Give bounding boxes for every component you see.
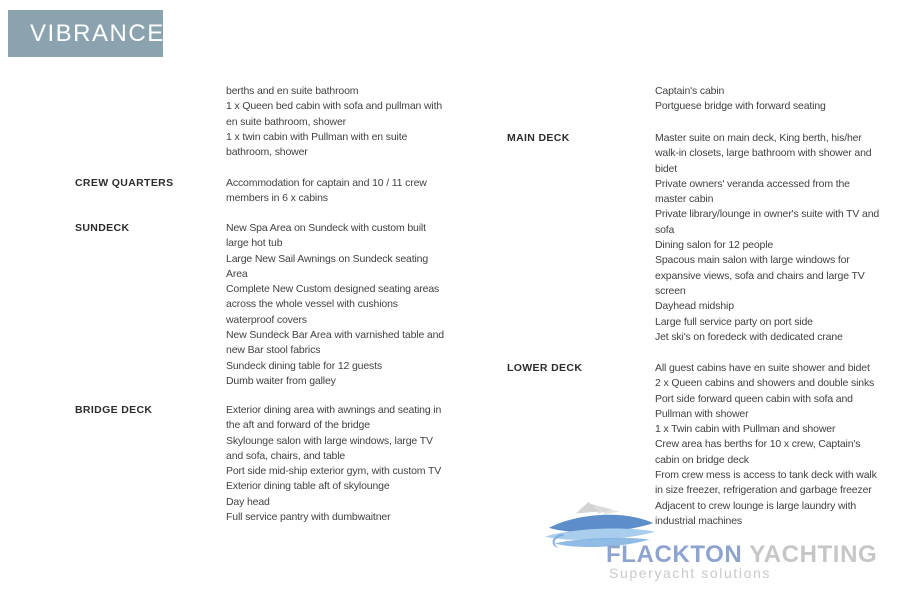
spec-line: en suite bathroom, shower [226,115,346,128]
section-crew-quarters [75,176,427,207]
section-sundeck [75,221,444,389]
spec-line: in size freezer, refrigeration and garbage freezer [655,484,872,497]
spec-line: Large full service party on port side [655,315,813,328]
spec-line: Dayhead midship [655,300,734,313]
spec-line: new Bar stool fabrics [226,344,321,357]
section-lines [226,84,442,160]
section-label: CREW QUARTERS [75,177,174,189]
spec-line: Spacous main salon with large windows for [655,254,850,267]
spec-line: Full service pantry with dumbwaitner [226,511,391,524]
spec-line: screen [655,284,686,297]
spec-line: 1 x Twin cabin with Pullman and shower [655,423,836,436]
brand-tagline: Superyacht solutions [609,565,771,581]
spec-line: New Sundeck Bar Area with varnished table and [226,329,444,342]
spec-line: Private owners' veranda accessed from the [655,177,850,190]
spec-line: 1 x twin cabin with Pullman with en suite [226,130,408,143]
spec-line: Day head [226,495,270,508]
section-lines [655,131,879,345]
spec-line: Large New Sail Awnings on Sundeck seating [226,252,429,265]
section-main-deck [507,131,879,345]
spec-line: Port side forward queen cabin with sofa and [655,392,853,405]
spec-line: Port side mid-ship exterior gym, with custom TV [226,465,442,478]
spec-line: bathroom, shower [226,146,308,159]
spec-line: Crew area has berths for 10 x crew, Captain's [655,438,861,451]
section-lines [226,403,441,525]
spec-line: walk-in closets, large bathroom with shower and [655,147,872,160]
brand-name-primary: FLACKTON [606,541,743,568]
section-label: BRIDGE DECK [75,404,153,416]
section-bridge-deck [75,403,441,525]
spec-line: Dining salon for 12 people [655,239,774,252]
spec-line: and sofa, chairs, and table [226,449,346,462]
spec-line: Captain's cabin [655,85,725,97]
spec-line: Adjacent to crew lounge is large laundry with [655,499,857,512]
spec-line: Private library/lounge in owner's suite with TV and [655,208,880,221]
spec-line: Pullman with shower [655,407,749,420]
brand-name-secondary: YACHTING [749,541,878,568]
section-lines [655,84,826,115]
spec-line: sofa [655,223,675,236]
spec-line: expansive views, sofa and chairs and large TV [655,269,865,282]
section-continued [75,84,442,160]
section-lines [226,176,427,207]
spec-line: master cabin [655,193,714,206]
spec-line: Master suite on main deck, King berth, his/her [655,132,862,144]
spec-line: Accommodation for captain and 10 / 11 crew [226,177,427,189]
spec-line: 1 x Queen bed cabin with sofa and pullman with [226,100,443,113]
section-label: LOWER DECK [507,362,583,374]
spec-line: Exterior dining area with awnings and seating in [226,404,442,416]
spec-line: bidet [655,162,678,175]
spec-line: waterproof covers [226,313,307,326]
spec-line: Complete New Custom designed seating areas [226,283,440,296]
page-title: VIBRANCE [30,19,165,47]
spec-line: Sundeck dining table for 12 guests [226,359,383,372]
spec-line: industrial machines [655,514,743,527]
spec-line: Exterior dining table aft of skylounge [226,480,390,493]
spec-line: Jet ski's on foredeck with dedicated crane [655,330,843,343]
spec-line: large hot tub [226,237,283,250]
spec-line: Portguese bridge with forward seating [655,100,826,113]
vibrance-badge [8,10,163,57]
spec-line: All guest cabins have en suite shower and bidet [655,362,870,374]
spec-line: Area [226,267,248,280]
spec-line: members in 6 x cabins [226,192,328,205]
section-label: SUNDECK [75,222,130,234]
spec-line: berths and en suite bathroom [226,85,359,97]
spec-line: across the whole vessel with cushions [226,298,398,311]
spec-line: cabin on bridge deck [655,453,749,466]
flackton-yachting-logo [543,496,883,586]
section-continued-right [507,84,826,115]
spec-line: 2 x Queen cabins and showers and double sinks [655,377,875,390]
section-label: MAIN DECK [507,132,570,144]
spec-line: Skylounge salon with large windows, large TV [226,434,433,447]
spec-line: New Spa Area on Sundeck with custom built [226,222,426,234]
spec-line: the aft and forward of the bridge [226,419,370,432]
section-lines [226,221,444,389]
spec-line: Dumb waiter from galley [226,374,336,387]
spec-line: From crew mess is access to tank deck with walk [655,469,877,482]
